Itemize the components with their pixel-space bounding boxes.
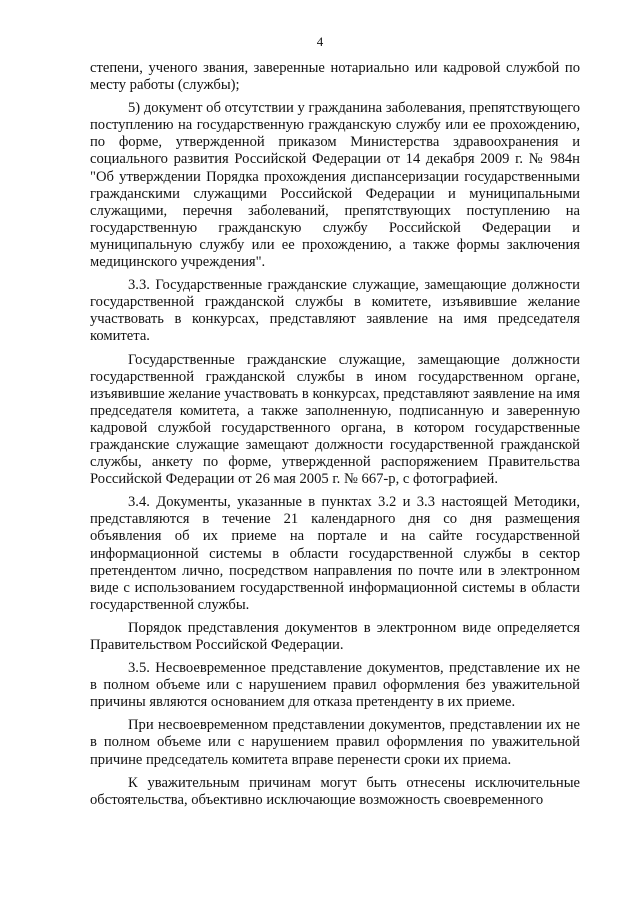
paragraph-continuation: степени, ученого звания, заверенные нотариально или кадровой службой по месту работы (службы); (90, 60, 580, 94)
paragraph-other-agency-employees: Государственные гражданские служащие, замещающие должности государственной гражданской службы в ином государственном органе, изъявившие желание участвовать в конкурсах, представляют заявление на имя председателя комитета, а также заполненную, подписанную и заверенную кадровой службой государственного органа, в котором государственные гражданские служащие замещают должности государственной гражданской службы, анкету по форме, утвержденной распоряжением Правительства Российской Федерации от 26 мая 2005 г. № 667-р, с фотографией. (90, 351, 580, 488)
paragraph-valid-reason-extension: При несвоевременном представлении документов, представлении их не в полном объеме или с нарушением правил оформления по уважительной причине председатель комитета вправе перенести сроки их приема. (90, 717, 580, 768)
paragraph-section-3-5: 3.5. Несвоевременное представление документов, представление их не в полном объеме или с нарушением правил оформления без уважительной причины являются основанием для отказа претенденту в их приеме. (90, 660, 580, 711)
page-number: 4 (316, 34, 324, 49)
paragraph-valid-reasons: К уважительным причинам могут быть отнесены исключительные обстоятельства, объективно исключающие возможность своевременного (90, 774, 580, 808)
paragraph-section-3-4: 3.4. Документы, указанные в пунктах 3.2 и 3.3 настоящей Методики, представляются в течение 21 календарного дня со дня размещения объявления об их приеме на портале и на сайте государственной информационной системы в области государственной службы в сектор претендентом лично, посредством направления по почте или в электронном виде с использованием государственной информационной системы в области государственной службы. (90, 494, 580, 613)
paragraph-item-5-medical-document: 5) документ об отсутствии у гражданина заболевания, препятствующего поступлению на государственную гражданскую службу или ее прохождению, по форме, утвержденной приказом Министерства здравоохранения и социального развития Российской Федерации от 14 декабря 2009 г. № 984н "Об утверждении Порядка прохождения диспансеризации государственными гражданскими служащими Российской Федерации и муниципальными служащими, перечня заболеваний, препятствующих поступлению на государственную гражданскую службу Российской Федерации и муниципальную службу или ее прохождению, а также формы заключения медицинского учреждения". (90, 100, 580, 271)
paragraph-electronic-submission: Порядок представления документов в электронном виде определяется Правительством Российской Федерации. (90, 619, 580, 653)
paragraph-section-3-3: 3.3. Государственные гражданские служащие, замещающие должности государственной гражданской службы в комитете, изъявившие желание участвовать в конкурсах, представляют заявление на имя председателя комитета. (90, 277, 580, 345)
document-body (90, 60, 580, 809)
